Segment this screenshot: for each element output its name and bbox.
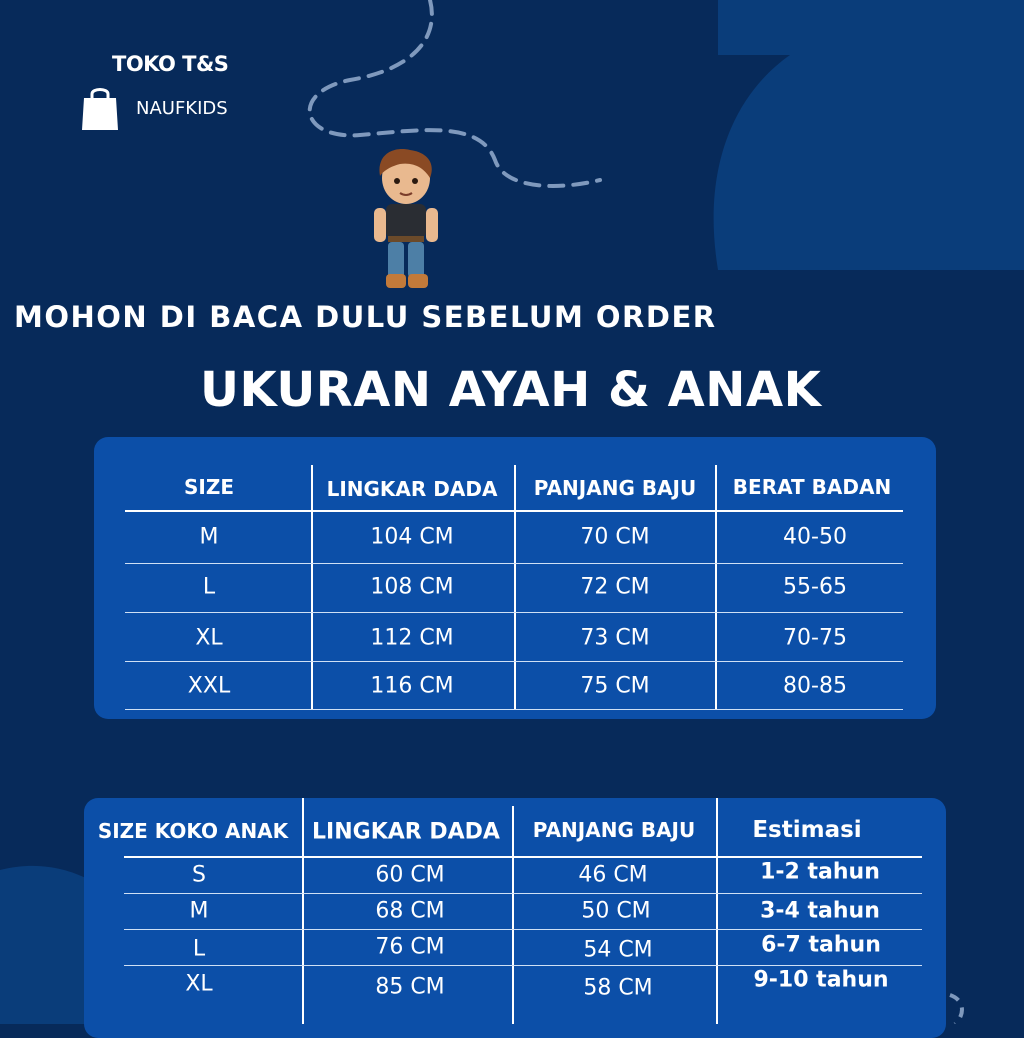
kids-size-card xyxy=(84,798,946,1038)
table-cell: 108 CM xyxy=(370,574,454,600)
column-divider xyxy=(715,465,717,709)
adult-size-table xyxy=(94,437,936,719)
table-cell: 3-4 tahun xyxy=(760,898,880,924)
row-divider xyxy=(124,965,922,966)
shopping-bag-icon xyxy=(80,84,120,132)
table-cell: 58 CM xyxy=(583,975,653,1001)
row-divider xyxy=(125,612,903,613)
header-lingkar-dada: LINGKAR DADA xyxy=(326,477,498,501)
table-cell: S xyxy=(192,862,206,888)
table-cell: 60 CM xyxy=(375,862,445,888)
table-cell: 6-7 tahun xyxy=(761,932,881,958)
row-divider xyxy=(125,661,903,662)
header-divider xyxy=(125,510,903,512)
table-cell: 9-10 tahun xyxy=(753,967,889,993)
table-cell: XXL xyxy=(187,673,231,699)
table-cell: XL xyxy=(185,971,213,997)
adult-size-card xyxy=(94,437,936,719)
table-cell: 112 CM xyxy=(370,625,454,651)
table-cell: 76 CM xyxy=(375,934,445,960)
table-cell: 46 CM xyxy=(578,862,648,888)
table-cell: 104 CM xyxy=(370,524,454,550)
row-divider xyxy=(124,929,922,930)
column-divider xyxy=(514,465,516,709)
dashed-path xyxy=(310,0,600,186)
column-divider xyxy=(302,798,304,1024)
table-cell: L xyxy=(192,936,206,962)
notice-text: MOHON DI BACA DULU SEBELUM ORDER xyxy=(14,300,717,334)
column-divider xyxy=(716,798,718,1024)
brand-subtitle: NAUFKIDS xyxy=(136,98,228,119)
table-cell: 73 CM xyxy=(580,625,650,651)
table-cell: 70 CM xyxy=(580,524,650,550)
table-cell: M xyxy=(199,524,219,550)
header-berat-badan: BERAT BADAN xyxy=(732,475,892,499)
header-divider xyxy=(124,856,922,858)
table-cell: 68 CM xyxy=(375,898,445,924)
bottom-left-shape xyxy=(0,866,90,1024)
kids-size-table xyxy=(84,798,946,1038)
table-cell: XL xyxy=(195,625,223,651)
table-cell: 70-75 xyxy=(783,625,847,651)
table-cell: 55-65 xyxy=(783,574,847,600)
table-cell: 116 CM xyxy=(370,673,454,699)
header-size-koko-anak: SIZE KOKO ANAK xyxy=(97,819,289,843)
table-cell: L xyxy=(202,574,216,600)
row-divider xyxy=(124,893,922,894)
dashed-path-bottom xyxy=(950,995,962,1024)
table-cell: 50 CM xyxy=(581,898,651,924)
row-divider xyxy=(125,709,903,710)
table-cell: 85 CM xyxy=(375,974,445,1000)
table-cell: 80-85 xyxy=(783,673,847,699)
brand-title: TOKO T&S xyxy=(112,52,229,76)
corner-shape xyxy=(714,0,1024,270)
header-estimasi: Estimasi xyxy=(752,817,862,843)
page-title: UKURAN AYAH & ANAK xyxy=(200,362,822,418)
header-size: SIZE xyxy=(183,475,235,499)
table-cell: 40-50 xyxy=(783,524,847,550)
table-cell: 72 CM xyxy=(580,574,650,600)
row-divider xyxy=(125,563,903,564)
header-lingkar-dada: LINGKAR DADA xyxy=(312,819,500,845)
column-divider xyxy=(512,806,514,1024)
header-panjang-baju: PANJANG BAJU xyxy=(532,818,696,842)
column-divider xyxy=(311,465,313,709)
table-cell: 54 CM xyxy=(583,937,653,963)
table-cell: M xyxy=(189,898,209,924)
table-cell: 1-2 tahun xyxy=(760,859,880,885)
header-panjang-baju: PANJANG BAJU xyxy=(533,476,697,500)
table-cell: 75 CM xyxy=(580,673,650,699)
character-illustration xyxy=(364,148,448,294)
